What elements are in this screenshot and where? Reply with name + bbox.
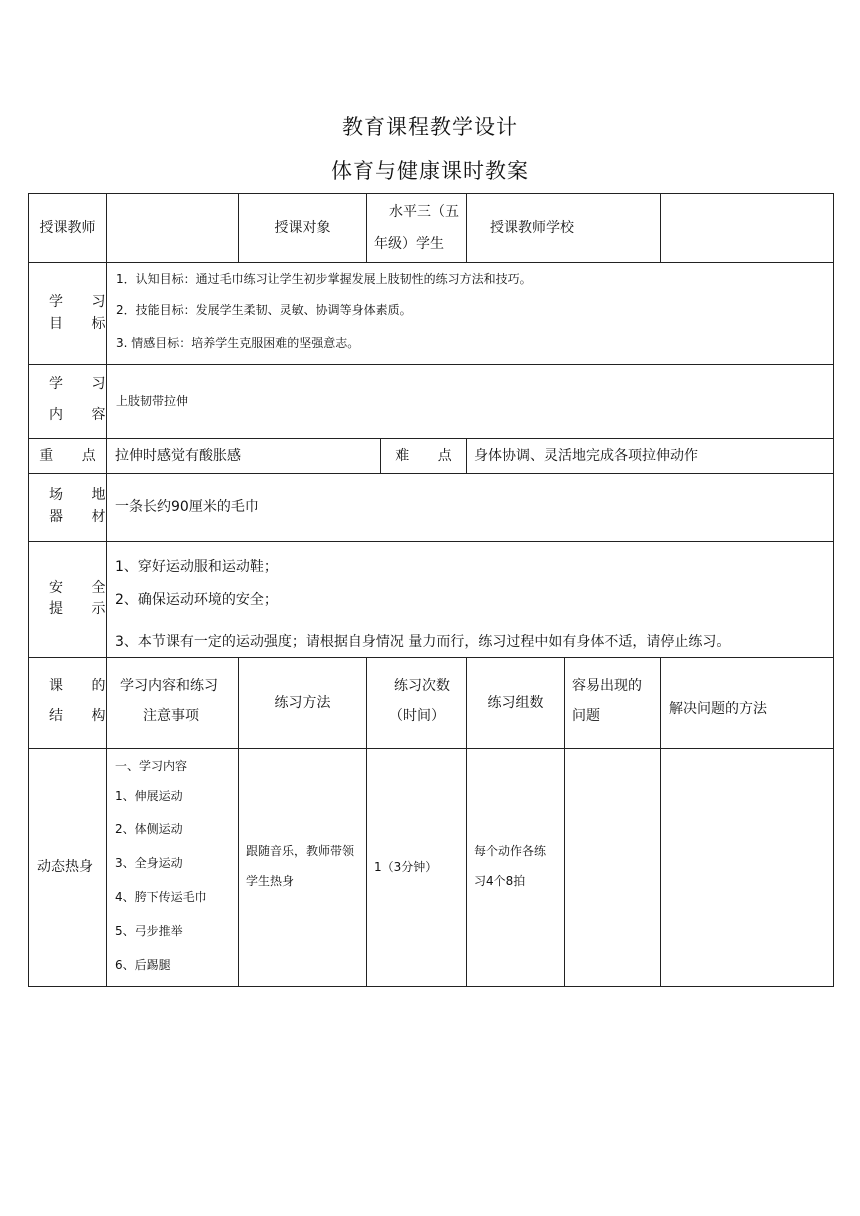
col-content-header-line2: 注意事项: [143, 708, 199, 724]
equipment-value: 一条长约90厘米的毛巾: [115, 499, 259, 516]
structure-label-line1: 课 的: [49, 678, 118, 694]
warmup-solutions-cell: [660, 748, 834, 987]
target-value-line2: 年级）学生: [374, 236, 444, 252]
content-label-line1: 学 习: [49, 376, 118, 392]
warmup-sets-line2: 习4个8拍: [474, 874, 526, 888]
warmup-sets-cell: [466, 748, 565, 987]
warmup-label: 动态热身: [37, 859, 93, 876]
warmup-content-cell: [106, 748, 239, 987]
warmup-content-item: 一、学习内容: [115, 759, 188, 773]
safety-item: 3、本节课有一定的运动强度；请根据自身情况 量力而行，练习过程中如有身体不适，请停止练习。: [115, 634, 731, 650]
col-sets-header: 练习组数: [487, 694, 544, 711]
objective-item: 3. 情感目标：培养学生克服困难的坚强意志。: [116, 336, 360, 350]
warmup-sets-line1: 每个动作各练: [474, 844, 547, 858]
warmup-content-item: 1、伸展运动: [115, 789, 183, 803]
content-value: 上肢韧带拉伸: [116, 394, 189, 409]
school-value-cell: [660, 193, 834, 263]
col-problems-header-cell: [564, 657, 661, 749]
key-label: 重 点: [39, 447, 108, 464]
warmup-method-line2: 学生热身: [246, 874, 295, 888]
content-value-cell: [106, 364, 834, 439]
col-problems-header-line1: 容易出现的: [572, 678, 642, 694]
warmup-content-item: 4、胯下传运毛巾: [115, 890, 207, 904]
content-label-line2: 内 容: [49, 407, 118, 423]
warmup-content-item: 5、弓步推举: [115, 924, 183, 938]
key-label-cell: [28, 438, 107, 474]
warmup-count: 1（3分钟）: [374, 860, 438, 874]
col-content-header-line1: 学习内容和练习: [120, 678, 218, 694]
target-label: 授课对象: [274, 219, 331, 236]
safety-item: 2、确保运动环境的安全；: [115, 592, 278, 608]
warmup-count-cell: [366, 748, 467, 987]
target-value-line1: 水平三（五: [389, 204, 459, 220]
equipment-label-cell: [28, 473, 118, 542]
objectives-content-cell: [106, 262, 834, 365]
objectives-label-line1: 学 习: [49, 294, 118, 310]
warmup-content-item: 6、后踢腿: [115, 958, 171, 972]
col-count-header-line1: 练习次数: [394, 678, 450, 694]
difficulty-label-cell: [380, 438, 467, 474]
col-method-header: 练习方法: [274, 694, 331, 711]
warmup-problems-cell: [564, 748, 661, 987]
safety-label-line2: 提 示: [49, 601, 118, 617]
objective-item: 2．技能目标：发展学生柔韧、灵敏、协调等身体素质。: [116, 303, 412, 317]
difficulty-value: 身体协调、灵活地完成各项拉伸动作: [474, 447, 698, 464]
safety-content-cell: [106, 541, 834, 658]
warmup-method-cell: [238, 748, 367, 987]
warmup-content-item: 2、体侧运动: [115, 822, 183, 836]
target-value-cell: [366, 193, 467, 263]
warmup-content-item: 3、全身运动: [115, 856, 183, 870]
school-label-cell: [466, 193, 661, 263]
col-content-header-cell: [106, 657, 239, 749]
school-label: 授课教师学校: [490, 219, 574, 236]
warmup-method-line1: 跟随音乐，教师带领: [246, 844, 355, 858]
col-problems-header-line2: 问题: [572, 708, 600, 724]
structure-label-line2: 结 构: [49, 708, 118, 724]
difficulty-label: 难 点: [395, 447, 464, 464]
teacher-value-cell: [106, 193, 239, 263]
safety-label-line1: 安 全: [49, 580, 118, 596]
target-label-cell: [238, 193, 367, 263]
teacher-label: 授课教师: [39, 219, 96, 236]
equipment-label-line1: 场 地: [49, 487, 118, 503]
structure-label-cell: [28, 657, 118, 749]
objectives-label-cell: [28, 262, 118, 365]
col-count-header-cell: [366, 657, 467, 749]
equipment-value-cell: [106, 473, 834, 542]
col-sets-header-cell: [466, 657, 565, 749]
content-label-cell: [28, 364, 118, 439]
col-solutions-header: 解决问题的方法: [669, 700, 767, 717]
difficulty-value-cell: [466, 438, 834, 474]
document-title: 教育课程教学设计: [342, 115, 518, 139]
objectives-label-line2: 目 标: [49, 316, 118, 332]
teacher-label-cell: [28, 193, 107, 263]
col-method-header-cell: [238, 657, 367, 749]
safety-label-cell: [28, 541, 118, 658]
col-solutions-header-cell: [660, 657, 834, 749]
warmup-label-cell: [28, 748, 107, 987]
key-value-cell: [106, 438, 381, 474]
key-value: 拉伸时感觉有酸胀感: [115, 447, 241, 464]
safety-item: 1、穿好运动服和运动鞋；: [115, 559, 278, 575]
document-subtitle: 体育与健康课时教案: [331, 159, 529, 183]
col-count-header-line2: （时间）: [389, 708, 445, 724]
equipment-label-line2: 器 材: [49, 509, 118, 525]
objective-item: 1．认知目标：通过毛巾练习让学生初步掌握发展上肢韧性的练习方法和技巧。: [116, 272, 532, 286]
